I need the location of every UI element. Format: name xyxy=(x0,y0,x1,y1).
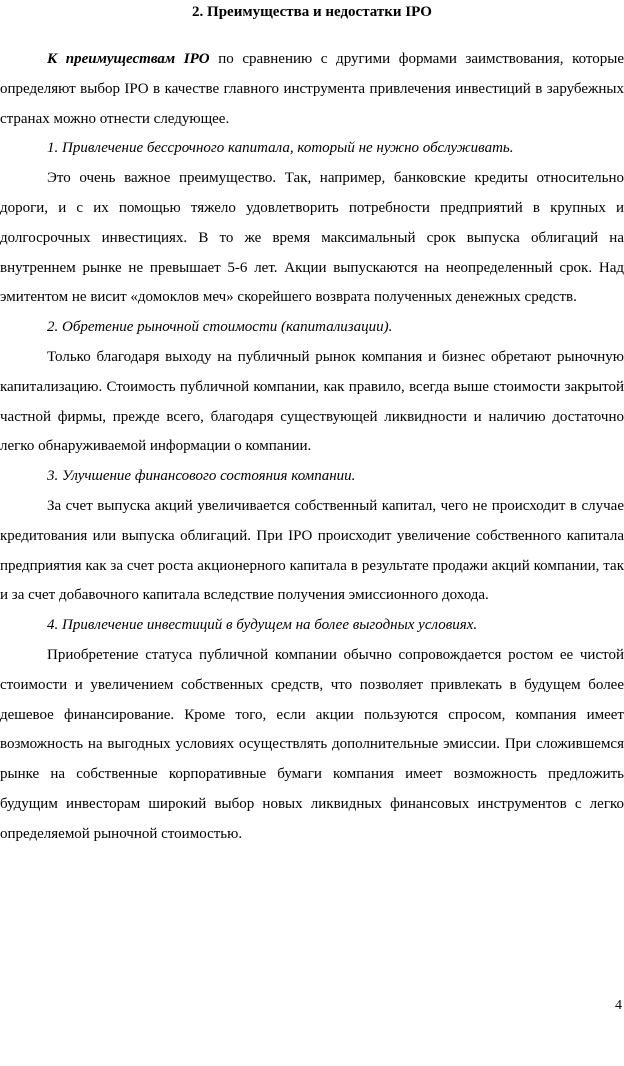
paragraph-1: Это очень важное преимущество. Так, например, банковские кредиты относительно дороги, и с их помощью тяжело удовлетворить потребности предприятий в крупных и долгосрочных инвестициях. В то же время максимальный срок выпуска облигаций на внутреннем рынке не превышает 5-6 лет. Акции выпускаются на неопределенный срок. Над эмитентом не висит «домоклов меч» скорейшего возврата полученных денежных средств. xyxy=(0,170,624,306)
subheading-2: 2. Обретение рыночной стоимости (капитализации). xyxy=(47,319,393,336)
subheading-3: 3. Улучшение финансового состояния компании. xyxy=(47,468,356,485)
intro-paragraph xyxy=(0,45,624,134)
subheading-1: 1. Привлечение бессрочного капитала, который не нужно обслуживать. xyxy=(47,140,514,157)
paragraph-3: За счет выпуска акций увеличивается собственный капитал, чего не происходит в случае кредитования или выпуска облигаций. При IPO происходит увеличение собственного капитала предприятия как за счет роста акционерного капитала в результате продажи акций компании, так и за счет добавочного капитала вследствие получения эмиссионного дохода. xyxy=(0,497,624,604)
subheading-4: 4. Привлечение инвестиций в будущем на более выгодных условиях. xyxy=(47,617,478,634)
paragraph-2: Только благодаря выходу на публичный рынок компания и бизнес обретают рыночную капитализацию. Стоимость публичной компании, как правило, всегда выше стоимости закрытой частной фирмы, прежде всего, благодаря существующей ликвидности и наличию достаточно легко обнаруживаемой информации о компании. xyxy=(0,348,624,455)
page-number: 4 xyxy=(615,998,622,1013)
section-title: 2. Преимущества и недостатки IPO xyxy=(192,4,432,20)
document-body xyxy=(0,45,624,850)
intro-text: по сравнению с другими формами заимствования, которые определяют выбор IPO в качестве главного инструмента привлечения инвестиций в зарубежных странах можно отнести следующее. xyxy=(0,51,624,127)
paragraph-4: Приобретение статуса публичной компании обычно сопровождается ростом ее чистой стоимости и увеличением собственных средств, что позволяет привлекать в будущем более дешевое финансирование. Кроме того, если акции пользуются спросом, компания имеет возможность на выгодных условиях осуществлять дополнительные эмиссии. При сложившемся рынке на собственные корпоративные бумаги компания имеет возможность предложить будущим инвесторам широкий выбор новых ликвидных финансовых инструментов с легко определяемой рыночной стоимостью. xyxy=(0,646,624,842)
intro-lead: К преимуществам IPO xyxy=(47,51,210,67)
